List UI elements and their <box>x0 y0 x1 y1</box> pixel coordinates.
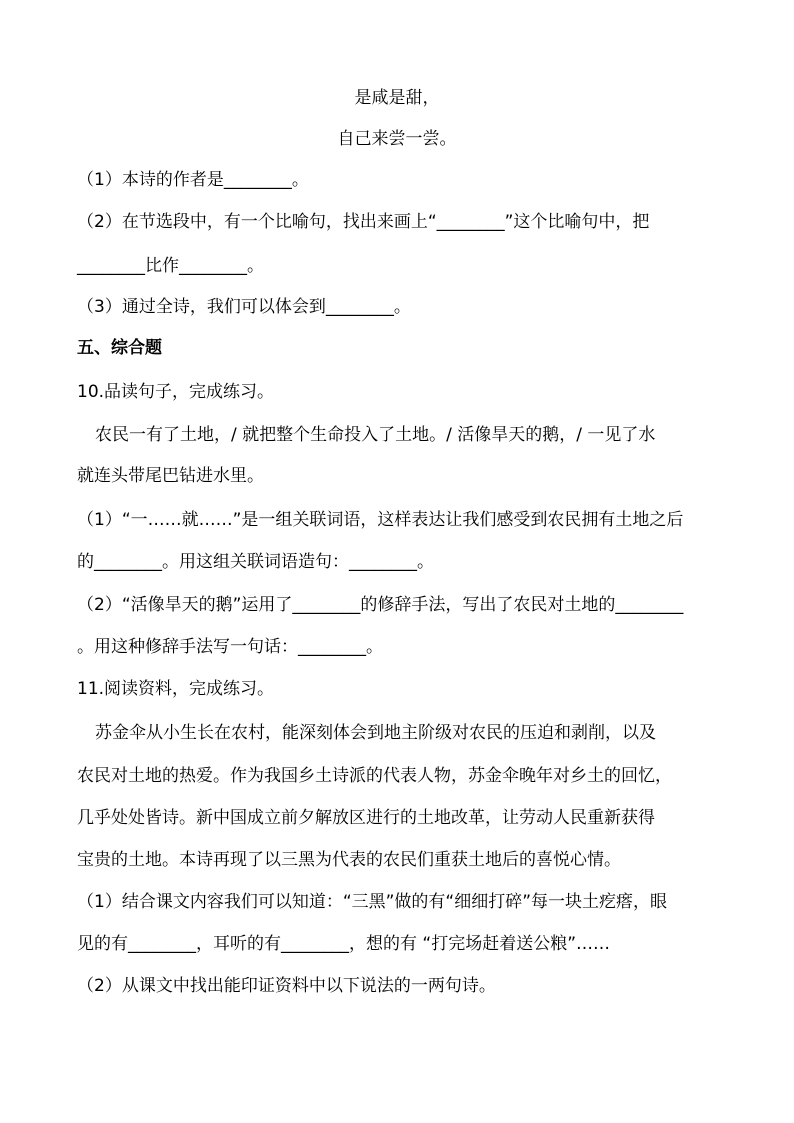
question-11-passage: 苏金伞从小生长在农村，能深刻体会到地主阶级对农民的压迫和剥削，以及 <box>95 723 656 743</box>
question-10-1: （1）“一……就……”是一组关联词语，这样表达让我们感受到农民拥有土地之后 <box>77 510 684 530</box>
section-heading: 五、综合题 <box>77 338 162 358</box>
question-11-passage-cont: 几乎处处皆诗。新中国成立前夕解放区进行的土地改革，让劳动人民重新获得 <box>77 808 655 828</box>
question-10-2-cont: 。用这种修辞手法写一句话：________。 <box>77 637 383 657</box>
question-11-passage-cont: 宝贵的土地。本诗再现了以三黑为代表的农民们重获土地后的喜悦心情。 <box>77 850 621 870</box>
question-9-1: （1）本诗的作者是________。 <box>77 170 309 190</box>
question-10-1-cont: 的________。用这组关联词语造句：________。 <box>77 552 434 572</box>
question-11-1-cont: 见的有________，耳听的有________，想的有 “打完场赶着送公粮”…… <box>77 934 611 954</box>
question-11-1: （1）结合课文内容我们可以知道：“三黑”做的有“细细打碎”每一块土疙瘩，眼 <box>77 892 668 912</box>
question-10-stem: 10.品读句子，完成练习。 <box>77 382 275 402</box>
question-10-passage: 农民一有了土地，/ 就把整个生命投入了土地。/ 活像旱天的鹅，/ 一见了水 <box>95 425 656 445</box>
question-10-passage-cont: 就连头带尾巴钻进水里。 <box>77 466 264 486</box>
question-11-2: （2）从课文中找出能印证资料中以下说法的一两句诗。 <box>77 976 496 996</box>
poem-line: 自己来尝一尝。 <box>337 129 457 149</box>
question-11-stem: 11.阅读资料，完成练习。 <box>77 679 275 699</box>
question-10-2: （2）“活像旱天的鹅”运用了________的修辞手法，写出了农民对土地的________ <box>77 595 684 615</box>
question-11-passage-cont: 农民对土地的热爱。作为我国乡土诗派的代表人物，苏金伞晚年对乡土的回忆， <box>77 766 672 786</box>
question-9-2: （2）在节选段中，有一个比喻句，找出来画上“________”这个比喻句中，把 <box>77 212 650 232</box>
question-9-2-cont: ________比作________。 <box>77 256 264 276</box>
poem-line: 是咸是甜， <box>354 88 440 108</box>
question-9-3: （3）通过全诗，我们可以体会到________。 <box>77 297 411 317</box>
